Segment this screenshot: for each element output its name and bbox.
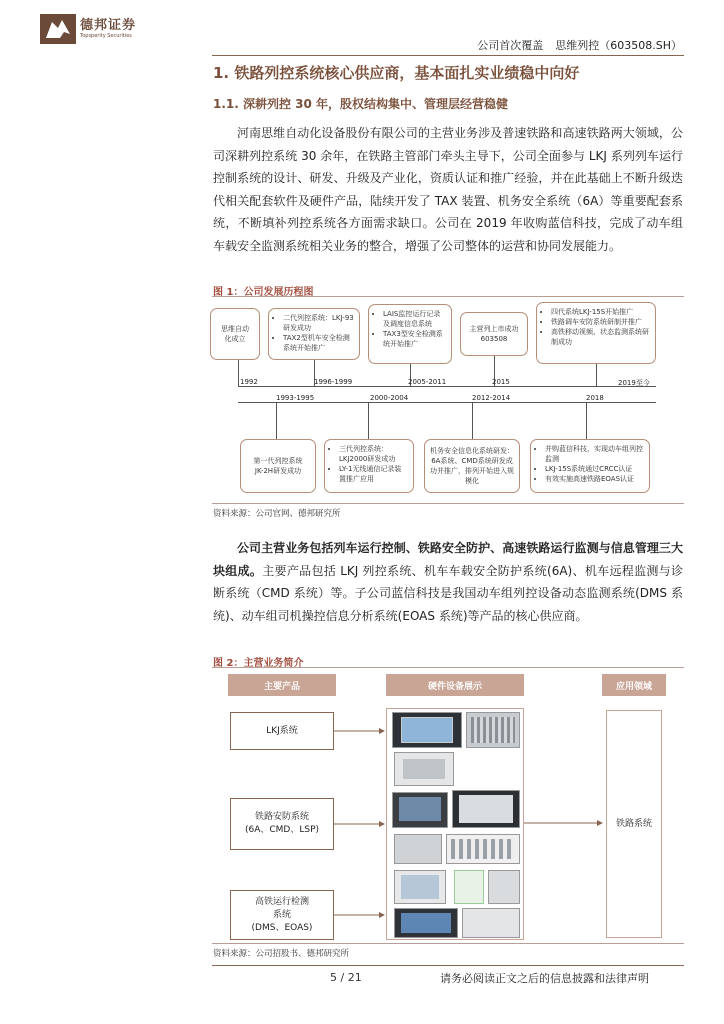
timeline-box-2018: • 并购蓝信科技，实现动车组列控监测 • LKJ-15S系统通过CRCC认证 • 有效实施高速铁路EOAS认证: [530, 439, 650, 493]
device-dms-display: [394, 908, 458, 938]
year-label: 2005-2011: [408, 378, 447, 386]
product-arrows: [334, 708, 388, 940]
year-label: 1996-1999: [314, 378, 353, 386]
footer-divider: [212, 965, 684, 966]
year-label: 2019至今: [618, 379, 650, 387]
connector: [368, 403, 369, 439]
figure-1-bottom-rule: [212, 503, 684, 504]
paragraph-2: [213, 537, 683, 627]
device-lkj-rack: [466, 712, 520, 748]
year-label: 2018: [586, 394, 604, 402]
device-host-unit: [394, 752, 454, 786]
figure-1-caption: 图 1：公司发展历程图: [213, 287, 314, 298]
paragraph-2-bold: 公司主营业务包括列车运行控制、铁路安全防护、高速铁路运行监测与信息管理三大块组成。: [213, 541, 683, 578]
product-safety: 铁路安防系统 (6A、CMD、LSP): [230, 798, 334, 850]
figure-1-source: 资料来源：公司官网、德邦研究所: [213, 509, 341, 519]
connector: [276, 403, 277, 439]
device-eoas-unit: [462, 908, 520, 938]
product-monitoring: 高铁运行检测 系统 (DMS、EOAS): [230, 890, 334, 940]
timeline-box-1992: 思维自动 化成立: [210, 308, 260, 360]
timeline-box-2005: • LAIS监控运行记录及调度信息系统 • TAX3型安全检测系统开始推广: [368, 304, 452, 364]
device-card-green: [454, 870, 484, 904]
device-cmd-display: [452, 790, 520, 828]
logo: [40, 14, 136, 44]
timeline-box-1993: 第一代列控系统 JK-2H研发成功: [240, 439, 316, 493]
device-6a-display: [392, 792, 448, 828]
connector: [238, 360, 239, 386]
paragraph-1-text: 河南思维自动化设备股份有限公司的主营业务涉及普速铁路和高速铁路两大领域，公司深耕列控系统 30 余年，在铁路主管部门牵头主导下，公司全面参与 LKJ 系列列车运行控制系统的设计、研发、升级及产业化，资质认证和推广经验，并在此基础上不断升级迭代相关配套软件及硬件产品，陆续开发了 TAX 装置、机务安全系统（6A）等重要配套系统，不断填补列控系统各方面需求缺口。公司在 2019 年收购蓝信科技，完成了动车组车载安全监测系统相关业务的整合，增强了公司整体的运营和协同发展能力。: [213, 126, 683, 253]
device-lsp-box: [394, 834, 442, 864]
device-monitor-screen: [394, 870, 446, 904]
company-name: 思维列控（603508.SH）: [555, 39, 682, 52]
year-label: 2015: [492, 378, 510, 386]
device-lkj-display: [392, 712, 462, 748]
paragraph-1: [213, 122, 683, 257]
timeline-axis-lower: [238, 402, 656, 403]
application-arrow: [524, 818, 606, 828]
year-label: 1993-1995: [276, 394, 315, 402]
connector: [472, 403, 473, 439]
report-type: 公司首次覆盖: [477, 39, 544, 52]
figure-2-bottom-rule: [212, 943, 684, 944]
logo-cn: 德邦证券: [80, 18, 137, 33]
figure-2-top-rule: [212, 667, 684, 668]
logo-en: Topsperity Securities: [80, 33, 132, 39]
year-label: 2000-2004: [370, 394, 409, 402]
header-divider: [212, 55, 684, 56]
product-lkj: LKJ系统: [230, 712, 334, 750]
year-label: 1992: [240, 378, 258, 386]
timeline-box-1996: • 二代列控系统：LKJ-93研发成功 • TAX2型机车安全检测系统开始推广: [268, 308, 360, 360]
col-head-application: 应用领域: [602, 674, 666, 696]
page-number: 5 / 21: [330, 971, 362, 984]
figure-2-caption: 图 2：主营业务简介: [213, 658, 304, 669]
application-label: 铁路系统: [615, 819, 652, 829]
header-meta: [477, 37, 682, 53]
timeline-box-2012: 机务安全信息化系统研发：6A系统、CMD系统研发成功并推广，排列开始进入规模化: [424, 439, 520, 493]
timeline-box-2019: • 四代系统LKJ-15S开始推广 • 铁路调车安防系统研制并推广 • 高铁移动视频、状态监测系统研制成功: [536, 302, 656, 364]
col-head-products: 主要产品: [228, 674, 336, 696]
timeline-axis-upper: [238, 386, 656, 387]
logo-mark-icon: [40, 14, 76, 44]
connector: [586, 403, 587, 439]
device-cabinet: [488, 870, 520, 904]
timeline-box-2000: • 三代列控系统：LKJ2000研发成功 • LY-1无线通信记录装置推广应用: [324, 439, 414, 493]
col-head-hardware: 硬件设备展示: [386, 674, 524, 696]
section-heading: 1. 铁路列控系统核心供应商，基本面扎实业绩稳中向好: [213, 64, 580, 82]
figure-2-source: 资料来源：公司招股书、德邦研究所: [213, 949, 350, 959]
device-rack-panels: [446, 834, 520, 864]
year-label: 2012-2014: [472, 394, 511, 402]
connector: [596, 364, 597, 386]
footer-disclaimer: 请务必阅读正文之后的信息披露和法律声明: [440, 972, 649, 985]
timeline-box-2015: 主营列上市成功 603508: [460, 312, 528, 356]
figure-1-top-rule: [212, 296, 684, 297]
timeline-figure: [210, 300, 684, 500]
business-figure: [210, 670, 684, 942]
paragraph-2-rest: 主要产品包括 LKJ 列控系统、机车车载安全防护系统(6A)、机车远程监测与诊断系统（CMD 系统）等。子公司蓝信科技是我国动车组列控设备动态监测系统(DMS 系统)、动车组司机操控信息分析系统(EOAS 系统)等产品的核心供应商。: [213, 563, 683, 623]
subsection-heading: 1.1. 深耕列控 30 年，股权结构集中、管理层经营稳健: [213, 97, 509, 111]
